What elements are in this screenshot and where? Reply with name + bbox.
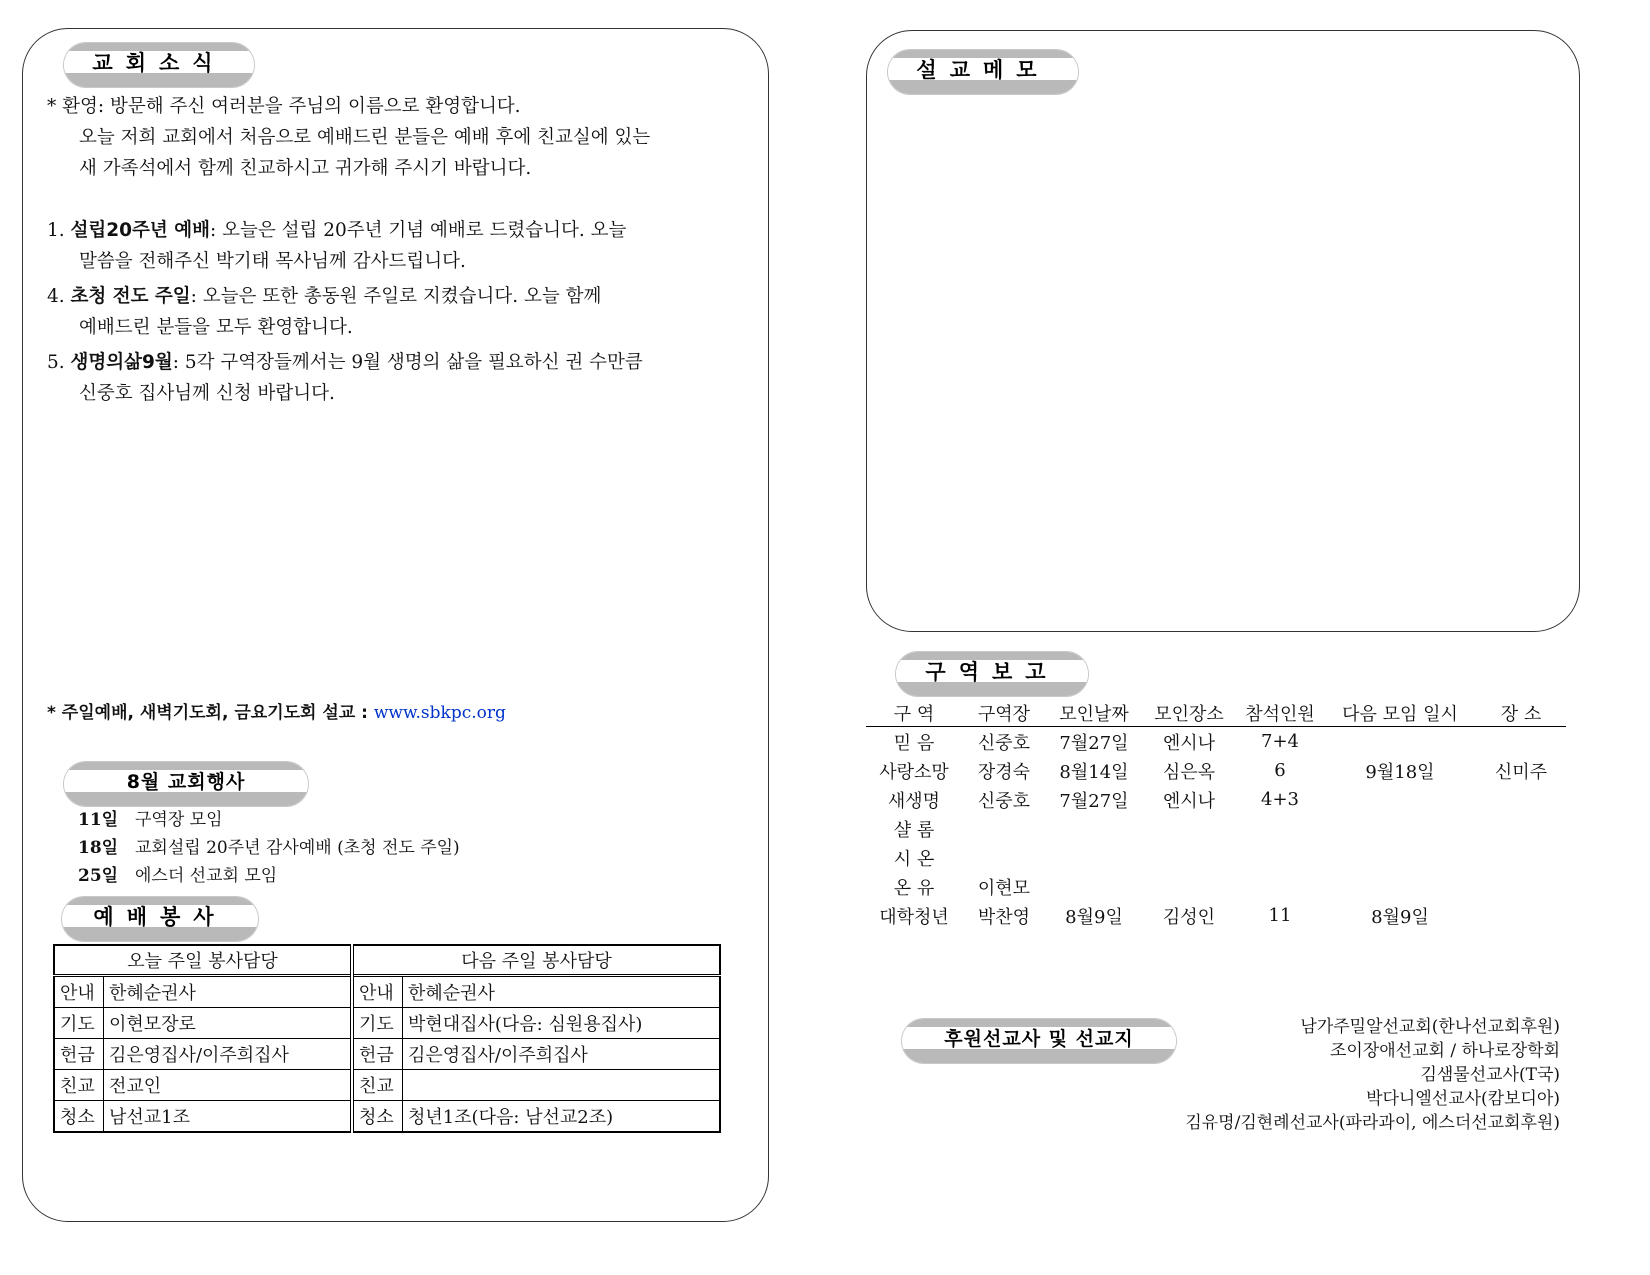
- district-body: [866, 727, 1566, 931]
- attendance-cell: [1236, 814, 1324, 843]
- sermon-note-text: * 주일예배, 새벽기도회, 금요기도회 설교 :: [47, 703, 374, 723]
- leader-cell: 신중호: [977, 790, 1031, 812]
- district-cell: 사랑소망: [879, 761, 949, 783]
- district-row: [866, 843, 1566, 872]
- district-row: [866, 814, 1566, 843]
- district-cell: 대학청년: [879, 906, 949, 928]
- attendance-cell: 11: [1268, 905, 1292, 926]
- role-cell: 기도: [352, 1008, 403, 1039]
- next-date-cell: 8월9일: [1371, 906, 1429, 928]
- missionary-line: 김유명/김현례선교사(파라과이, 에스더선교회후원): [1185, 1113, 1560, 1133]
- district-row: [866, 785, 1566, 814]
- next-place-cell: [1476, 814, 1566, 843]
- event-day: 25일: [78, 866, 119, 886]
- leader-cell: [962, 814, 1046, 843]
- today-cell: 남선교1조: [104, 1101, 352, 1133]
- news-item-number: 5.: [47, 352, 65, 373]
- col-place: 모인장소: [1142, 700, 1236, 727]
- role-cell: 안내: [352, 976, 403, 1008]
- attendance-cell: 6: [1274, 760, 1286, 781]
- role-cell: 친교: [352, 1070, 403, 1101]
- missionaries-list: [1185, 1015, 1560, 1135]
- attendance-cell: 4+3: [1261, 789, 1299, 810]
- next-date-cell: [1324, 814, 1476, 843]
- service-row: [54, 1008, 720, 1039]
- news-item-5-cont: 신중호 집사님께 신청 바랍니다.: [79, 383, 335, 404]
- sermon-website-note: [47, 698, 506, 729]
- church-news-title: 교회소식: [64, 43, 254, 87]
- district-cell: 시 온: [893, 848, 935, 870]
- service-title: 예배봉사: [62, 897, 258, 941]
- news-item-text: : 5각 구역장들께서는 9월 생명의 삶을 필요하신 권 수만큼: [172, 352, 643, 373]
- district-cell: 온 유: [893, 877, 935, 899]
- district-cell: 샬 롬: [893, 819, 935, 841]
- date-cell: 8월9일: [1065, 906, 1123, 928]
- role-cell: 헌금: [352, 1039, 403, 1070]
- event-row: [78, 834, 460, 862]
- district-row: [866, 756, 1566, 785]
- district-row: [866, 872, 1566, 901]
- news-item-4-cont: 예배드린 분들을 모두 환영합니다.: [79, 317, 353, 338]
- next-cell: [402, 1070, 720, 1101]
- attendance-cell: [1236, 872, 1324, 901]
- role-cell: 헌금: [54, 1039, 104, 1070]
- leader-cell: [962, 843, 1046, 872]
- event-desc: 구역장 모임: [135, 810, 223, 830]
- next-place-cell: [1476, 785, 1566, 814]
- event-day: 18일: [78, 838, 119, 858]
- missionary-line: 박다니엘선교사(캄보디아): [1366, 1089, 1560, 1109]
- date-cell: 7월27일: [1059, 732, 1129, 754]
- event-row: [78, 806, 460, 834]
- next-place-cell: [1476, 901, 1566, 930]
- district-cell: 믿 음: [893, 732, 935, 754]
- sermon-memo-title: 설교메모: [888, 50, 1078, 94]
- event-day: 11일: [78, 810, 119, 830]
- welcome-line-2: 오늘 저희 교회에서 처음으로 예배드린 분들은 예배 후에 친교실에 있는: [79, 127, 651, 148]
- service-table: [53, 944, 721, 1133]
- missionary-line: 김샘물선교사(T국): [1420, 1065, 1560, 1085]
- place-cell: 엔시나: [1162, 732, 1216, 754]
- sermon-memo-panel: [866, 30, 1580, 632]
- col-leader: 구역장: [962, 700, 1046, 727]
- news-item-text: : 오늘은 설립 20주년 기념 예배로 드렸습니다. 오늘: [209, 220, 627, 241]
- leader-cell: 장경숙: [977, 761, 1031, 783]
- place-cell: [1142, 843, 1236, 872]
- missionary-line: 남가주밀알선교회(한나선교회후원): [1300, 1017, 1560, 1037]
- today-header: 오늘 주일 봉사담당: [54, 945, 352, 976]
- next-date-cell: [1324, 843, 1476, 872]
- welcome-line-1: * 환영: 방문해 주신 여러분을 주님의 이름으로 환영합니다.: [47, 96, 521, 117]
- role-cell: 안내: [54, 976, 104, 1008]
- col-next-place: 장 소: [1476, 700, 1566, 727]
- missions-title: 후원선교사 및 선교지: [902, 1019, 1176, 1063]
- next-cell: 청년1조(다음: 남선교2조): [402, 1101, 720, 1133]
- news-item-number: 1.: [47, 220, 65, 241]
- next-header: 다음 주일 봉사담당: [352, 945, 720, 976]
- next-date-cell: [1324, 727, 1476, 757]
- place-cell: 엔시나: [1162, 790, 1216, 812]
- place-cell: 심은옥: [1162, 761, 1216, 783]
- next-date-cell: [1324, 872, 1476, 901]
- leader-cell: 이현모: [977, 877, 1031, 899]
- district-row: [866, 901, 1566, 930]
- news-item-number: 4.: [47, 286, 65, 307]
- district-header-row: [866, 700, 1566, 727]
- today-cell: 이현모장로: [104, 1008, 352, 1039]
- place-cell: [1142, 814, 1236, 843]
- leader-cell: 박찬영: [977, 906, 1031, 928]
- events-title: 8월 교회행사: [64, 762, 308, 806]
- service-row: [54, 1101, 720, 1133]
- news-item-1: [47, 215, 626, 246]
- col-district: 구 역: [866, 700, 962, 727]
- role-cell: 청소: [352, 1101, 403, 1133]
- next-cell: 김은영집사/이주희집사: [402, 1039, 720, 1070]
- missionary-line: 조이장애선교회 / 하나로장학회: [1329, 1041, 1560, 1061]
- website-link[interactable]: www.sbkpc.org: [373, 703, 506, 723]
- district-report-title: 구역보고: [896, 652, 1088, 696]
- district-report-table: [866, 700, 1566, 930]
- service-row: [54, 976, 720, 1008]
- news-item-heading: 설립20주년 예배: [70, 220, 210, 241]
- attendance-cell: 7+4: [1261, 731, 1299, 752]
- place-cell: [1142, 872, 1236, 901]
- next-place-cell: 신미주: [1494, 761, 1548, 783]
- service-row: [54, 1070, 720, 1101]
- district-cell: 새생명: [887, 790, 941, 812]
- col-attendance: 참석인원: [1236, 700, 1324, 727]
- event-desc: 에스더 선교회 모임: [135, 866, 278, 886]
- news-item-text: : 오늘은 또한 총동원 주일로 지켰습니다. 오늘 함께: [190, 286, 602, 307]
- next-place-cell: [1476, 843, 1566, 872]
- event-row: [78, 862, 460, 890]
- date-cell: 8월14일: [1059, 761, 1129, 783]
- today-cell: 전교인: [104, 1070, 352, 1101]
- district-row: [866, 727, 1566, 757]
- welcome-line-3: 새 가족석에서 함께 친교하시고 귀가해 주시기 바랍니다.: [79, 158, 532, 179]
- next-cell: 한혜순권사: [402, 976, 720, 1008]
- news-item-4: [47, 281, 601, 312]
- role-cell: 친교: [54, 1070, 104, 1101]
- service-row: [54, 1039, 720, 1070]
- news-item-1-cont: 말씀을 전해주신 박기태 목사님께 감사드립니다.: [79, 251, 466, 272]
- date-cell: [1046, 814, 1142, 843]
- events-list: [78, 806, 460, 890]
- next-date-cell: 9월18일: [1365, 761, 1435, 783]
- event-desc: 교회설립 20주년 감사예배 (초청 전도 주일): [135, 838, 460, 858]
- date-cell: 7월27일: [1059, 790, 1129, 812]
- news-item-heading: 초청 전도 주일: [70, 286, 191, 307]
- today-cell: 한혜순권사: [104, 976, 352, 1008]
- role-cell: 청소: [54, 1101, 104, 1133]
- next-place-cell: [1476, 727, 1566, 757]
- date-cell: [1046, 872, 1142, 901]
- role-cell: 기도: [54, 1008, 104, 1039]
- news-item-heading: 생명의삶9월: [70, 352, 173, 373]
- next-place-cell: [1476, 872, 1566, 901]
- place-cell: 김성인: [1162, 906, 1216, 928]
- date-cell: [1046, 843, 1142, 872]
- next-date-cell: [1324, 785, 1476, 814]
- news-item-5: [47, 347, 643, 378]
- leader-cell: 신중호: [977, 732, 1031, 754]
- attendance-cell: [1236, 843, 1324, 872]
- col-date: 모인날짜: [1046, 700, 1142, 727]
- today-cell: 김은영집사/이주희집사: [104, 1039, 352, 1070]
- col-next-date: 다음 모임 일시: [1324, 700, 1476, 727]
- next-cell: 박현대집사(다음: 심원용집사): [402, 1008, 720, 1039]
